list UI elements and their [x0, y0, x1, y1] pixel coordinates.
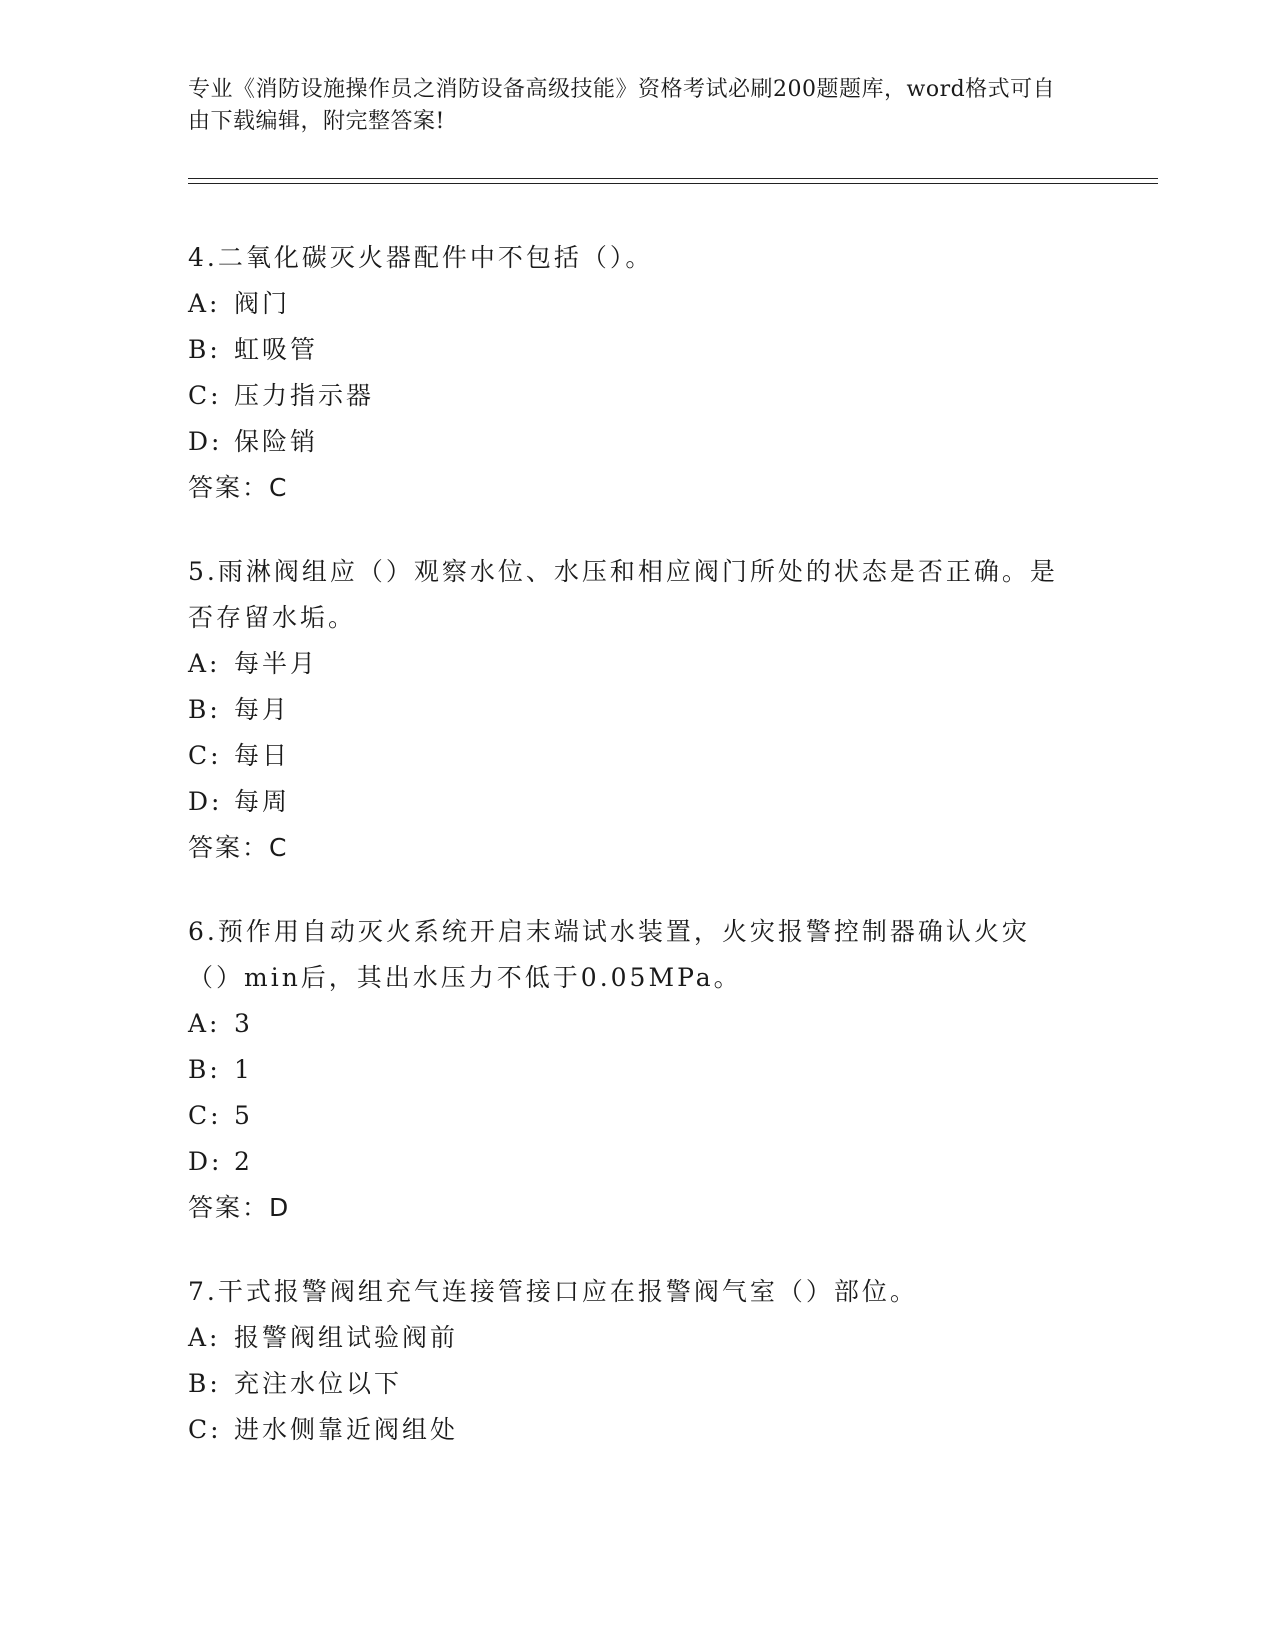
option-text: 每日	[234, 741, 291, 770]
option-a	[188, 1001, 1068, 1047]
option-b	[188, 327, 1068, 373]
option-letter: A:	[188, 1323, 221, 1352]
option-text: 5	[234, 1101, 253, 1130]
option-letter: A:	[188, 649, 221, 678]
header-divider-top	[188, 178, 1158, 179]
option-text: 进水侧靠近阀组处	[234, 1415, 459, 1444]
option-letter: D:	[188, 787, 223, 816]
answer-line: 答案：D	[188, 1193, 291, 1222]
answer-line: 答案：C	[188, 833, 289, 862]
option-text: 每月	[234, 695, 291, 724]
option-b	[188, 1361, 1068, 1407]
option-c	[188, 733, 1068, 779]
option-text: 虹吸管	[234, 335, 319, 364]
option-letter: B:	[188, 1055, 221, 1084]
option-text: 3	[234, 1009, 253, 1038]
document-intro: 专业《消防设施操作员之消防设备高级技能》资格考试必刷200题题库，word格式可自由下载编辑，附完整答案!	[188, 77, 1056, 134]
answer-line: 答案：C	[188, 473, 289, 502]
option-c	[188, 1407, 1068, 1453]
option-letter: C:	[188, 1415, 222, 1444]
option-letter: C:	[188, 741, 222, 770]
question-stem: 5.雨淋阀组应（）观察水位、水压和相应阀门所处的状态是否正确。是否存留水垢。	[188, 557, 1058, 632]
option-a	[188, 281, 1068, 327]
header-divider-bottom	[188, 183, 1158, 184]
option-letter: B:	[188, 695, 221, 724]
option-letter: C:	[188, 381, 222, 410]
option-b	[188, 687, 1068, 733]
option-text: 每半月	[234, 649, 319, 678]
option-text: 1	[234, 1055, 253, 1084]
option-letter: A:	[188, 289, 221, 318]
option-text: 压力指示器	[234, 381, 375, 410]
question-stem: 4.二氧化碳灭火器配件中不包括（）。	[188, 243, 654, 272]
option-letter: B:	[188, 1369, 221, 1398]
question-item	[188, 909, 1068, 1231]
option-letter: A:	[188, 1009, 221, 1038]
option-text: 2	[234, 1147, 253, 1176]
question-item	[188, 235, 1068, 511]
option-c	[188, 1093, 1068, 1139]
question-list	[188, 235, 1068, 1491]
option-b	[188, 1047, 1068, 1093]
question-item	[188, 1269, 1068, 1453]
question-stem: 6.预作用自动灭火系统开启末端试水装置，火灾报警控制器确认火灾（）min后，其出水压力不低于0.05MPa。	[188, 917, 1030, 992]
option-letter: C:	[188, 1101, 222, 1130]
option-letter: D:	[188, 1147, 223, 1176]
option-d	[188, 779, 1068, 825]
option-text: 充注水位以下	[234, 1369, 403, 1398]
question-item	[188, 549, 1068, 871]
option-d	[188, 1139, 1068, 1185]
option-text: 报警阀组试验阀前	[234, 1323, 459, 1352]
option-text: 保险销	[234, 427, 319, 456]
question-stem: 7.干式报警阀组充气连接管接口应在报警阀气室（）部位。	[188, 1277, 918, 1306]
option-letter: B:	[188, 335, 221, 364]
option-a	[188, 641, 1068, 687]
option-letter: D:	[188, 427, 223, 456]
option-text: 阀门	[234, 289, 291, 318]
option-text: 每周	[234, 787, 291, 816]
option-a	[188, 1315, 1068, 1361]
option-c	[188, 373, 1068, 419]
option-d	[188, 419, 1068, 465]
